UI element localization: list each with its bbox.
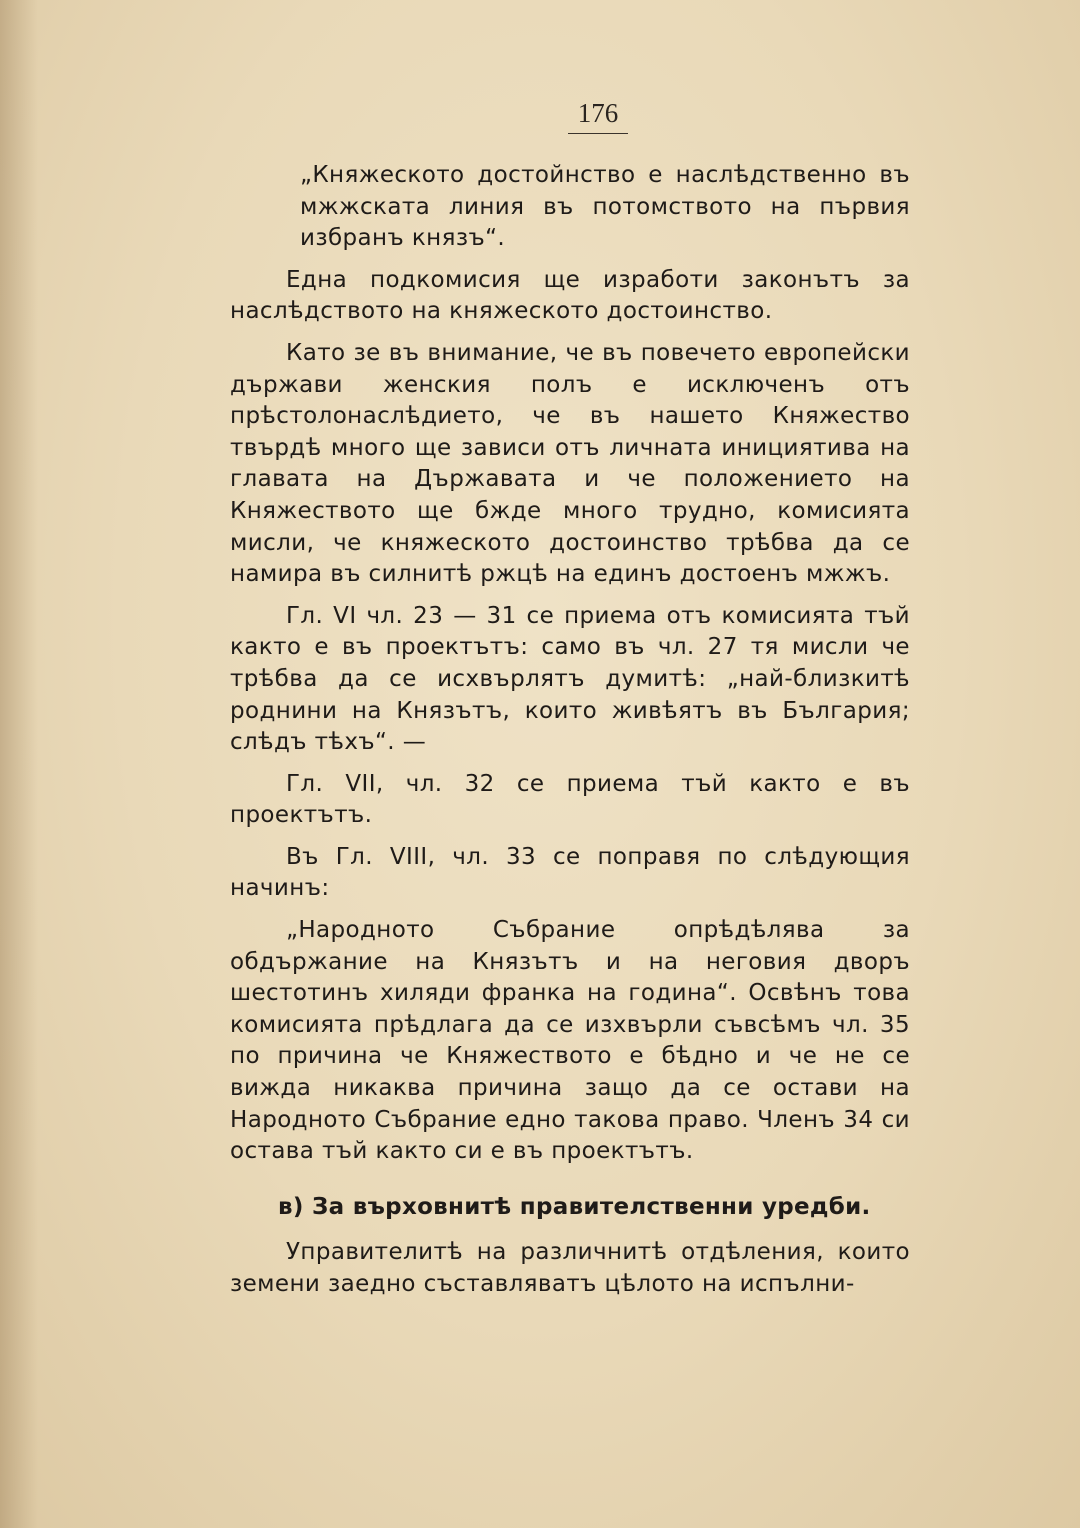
paragraph-1: „Княжеското достойнство е наслѣдственно въ мжжската линия въ потомството на първия избранъ князъ“. — [300, 162, 910, 252]
paragraph-8: Управителитѣ на различнитѣ отдѣления, които земени заедно съставляватъ цѣлото на испълни- — [230, 1239, 910, 1297]
paragraph-3: Като зе въ внимание, че въ повечето европейски държави женския полъ е исключенъ отъ прѣстолонаслѣдието, че въ нашето Княжество твърдѣ много ще зависи отъ личната инициятива на главата на Държавата и че положението на Княжеството ще бжде много трудно, комисията мисли, че княжеското достоинство трѣбва да се намира въ силнитѣ ржцѣ на единъ достоенъ мжжъ. — [230, 339, 910, 588]
paragraph-4: Гл. VI чл. 23 — 31 се приема отъ комисията тъй както е въ проектътъ: само въ чл. 27 тя мисли че трѣбва да се исхвърлятъ думитѣ: „най-близкитѣ роднини на Князътъ, които живѣятъ въ България; слѣдъ тѣхъ“. — — [230, 602, 910, 756]
paragraph-2: Една подкомисия ще изработи законътъ за наслѣдството на княжеското достоинство. — [230, 266, 910, 325]
page-number: 176 — [568, 98, 628, 134]
paragraph-6: Въ Гл. VIII, чл. 33 се поправя по слѣдующия начинъ: — [230, 843, 910, 902]
body-text — [230, 160, 910, 1311]
paragraph-7: „Народното Събрание опрѣдѣлява за обдържание на Князътъ и на неговия дворъ шестотинъ хиляди франка на година“. Освѣнъ това комисията прѣдлага да се изхвърли съвсѣмъ чл. 35 по причина че Княжеството е бѣдно и че не се вижда никаква причина защо да се остави на Народното Събрание едно такова право. Членъ 34 си остава тъй както си е въ проектътъ. — [230, 917, 910, 1165]
page-edge-shadow — [0, 0, 38, 1528]
section-heading: в) За върховнитѣ правителственни уредби. — [278, 1193, 871, 1220]
paragraph-5: Гл. VII, чл. 32 се приема тъй както е въ проектътъ. — [230, 770, 910, 829]
